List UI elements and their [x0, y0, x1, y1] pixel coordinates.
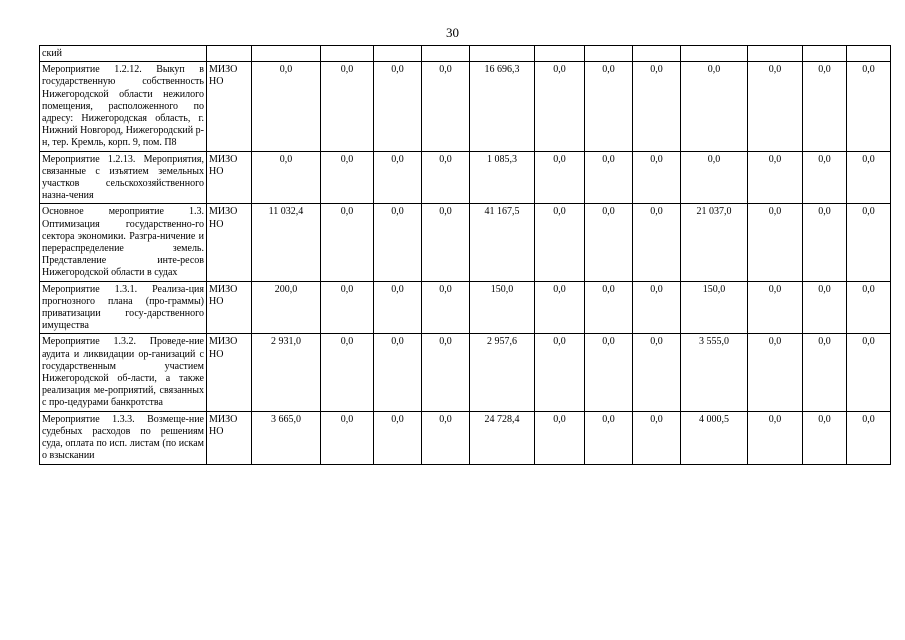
- value-cell: 11 032,4: [252, 204, 321, 281]
- executor-cell: МИЗО НО: [207, 62, 252, 151]
- value-cell: 0,0: [422, 204, 470, 281]
- value-cell: 0,0: [585, 411, 633, 464]
- value-cell: 0,0: [321, 62, 374, 151]
- value-cell: 0,0: [847, 204, 891, 281]
- value-cell: 0,0: [585, 151, 633, 204]
- table-body: [40, 46, 891, 465]
- value-cell: 0,0: [422, 411, 470, 464]
- value-cell: 0,0: [847, 151, 891, 204]
- value-cell: [535, 46, 585, 62]
- value-cell: [422, 46, 470, 62]
- value-cell: 24 728,4: [470, 411, 535, 464]
- value-cell: 0,0: [803, 62, 847, 151]
- value-cell: 0,0: [803, 334, 847, 411]
- value-cell: 0,0: [374, 151, 422, 204]
- value-cell: 0,0: [374, 204, 422, 281]
- value-cell: 200,0: [252, 281, 321, 334]
- executor-cell: МИЗО НО: [207, 411, 252, 464]
- value-cell: 0,0: [748, 62, 803, 151]
- activity-name-cell: Основное мероприятие 1.3. Оптимизация государственно-го сектора экономики. Разгра-ничение и перераспределение земель. Представление инте-ресов Нижегородской области в судах: [40, 204, 207, 281]
- table-row: [40, 204, 891, 281]
- table-row: [40, 281, 891, 334]
- value-cell: 0,0: [803, 281, 847, 334]
- value-cell: 41 167,5: [470, 204, 535, 281]
- activity-name-cell: Мероприятие 1.3.2. Проведе-ние аудита и ликвидации ор-ганизаций с государственным участием Нижегородской об-ласти, а также реализация ме-роприятий, связанных с про-цедурами банкротства: [40, 334, 207, 411]
- value-cell: 0,0: [633, 151, 681, 204]
- value-cell: 0,0: [847, 62, 891, 151]
- value-cell: [585, 46, 633, 62]
- value-cell: 0,0: [633, 411, 681, 464]
- value-cell: 0,0: [321, 281, 374, 334]
- value-cell: 0,0: [374, 411, 422, 464]
- value-cell: 0,0: [847, 411, 891, 464]
- value-cell: 0,0: [252, 151, 321, 204]
- value-cell: 0,0: [535, 204, 585, 281]
- value-cell: 0,0: [585, 62, 633, 151]
- value-cell: 0,0: [633, 204, 681, 281]
- value-cell: 0,0: [321, 204, 374, 281]
- value-cell: 0,0: [422, 151, 470, 204]
- value-cell: 1 085,3: [470, 151, 535, 204]
- value-cell: 0,0: [535, 411, 585, 464]
- value-cell: 0,0: [422, 281, 470, 334]
- value-cell: 0,0: [748, 411, 803, 464]
- value-cell: 0,0: [681, 151, 748, 204]
- value-cell: 0,0: [374, 281, 422, 334]
- value-cell: [321, 46, 374, 62]
- activity-name-cell: Мероприятие 1.3.1. Реализа-ция прогнозного плана (про-граммы) приватизации госу-дарственного имущества: [40, 281, 207, 334]
- executor-cell: МИЗО НО: [207, 334, 252, 411]
- table-row: [40, 151, 891, 204]
- value-cell: [847, 46, 891, 62]
- value-cell: 0,0: [803, 204, 847, 281]
- value-cell: 0,0: [252, 62, 321, 151]
- value-cell: 0,0: [374, 62, 422, 151]
- value-cell: 0,0: [535, 281, 585, 334]
- value-cell: 0,0: [321, 151, 374, 204]
- table-row: [40, 411, 891, 464]
- value-cell: 0,0: [585, 334, 633, 411]
- value-cell: 0,0: [535, 151, 585, 204]
- value-cell: 3 555,0: [681, 334, 748, 411]
- value-cell: 2 931,0: [252, 334, 321, 411]
- value-cell: 0,0: [748, 151, 803, 204]
- value-cell: 16 696,3: [470, 62, 535, 151]
- value-cell: [633, 46, 681, 62]
- value-cell: [374, 46, 422, 62]
- value-cell: 0,0: [585, 281, 633, 334]
- value-cell: 150,0: [470, 281, 535, 334]
- budget-table: [39, 45, 891, 465]
- value-cell: [681, 46, 748, 62]
- value-cell: [803, 46, 847, 62]
- value-cell: 0,0: [748, 281, 803, 334]
- table-row: [40, 334, 891, 411]
- value-cell: 0,0: [422, 62, 470, 151]
- executor-cell: МИЗО НО: [207, 204, 252, 281]
- value-cell: 0,0: [803, 151, 847, 204]
- activity-name-cell: Мероприятие 1.2.13. Мероприятия, связанные с изъятием земельных участков сельскохозяйственного назна-чения: [40, 151, 207, 204]
- value-cell: 0,0: [748, 334, 803, 411]
- value-cell: 0,0: [374, 334, 422, 411]
- table-row: [40, 46, 891, 62]
- value-cell: 2 957,6: [470, 334, 535, 411]
- value-cell: 0,0: [748, 204, 803, 281]
- value-cell: 0,0: [585, 204, 633, 281]
- value-cell: 0,0: [535, 334, 585, 411]
- value-cell: 0,0: [847, 281, 891, 334]
- executor-cell: МИЗО НО: [207, 281, 252, 334]
- value-cell: 0,0: [681, 62, 748, 151]
- value-cell: 150,0: [681, 281, 748, 334]
- table-row: [40, 62, 891, 151]
- value-cell: 4 000,5: [681, 411, 748, 464]
- activity-name-cell: Мероприятие 1.3.3. Возмеще-ние судебных расходов по решениям суда, оплата по исп. листам (по искам о взыскании: [40, 411, 207, 464]
- page-number: 30: [446, 25, 459, 40]
- value-cell: 0,0: [535, 62, 585, 151]
- value-cell: 0,0: [633, 62, 681, 151]
- value-cell: 0,0: [321, 411, 374, 464]
- executor-cell: МИЗО НО: [207, 151, 252, 204]
- executor-cell: [207, 46, 252, 62]
- value-cell: 21 037,0: [681, 204, 748, 281]
- value-cell: [252, 46, 321, 62]
- value-cell: 0,0: [847, 334, 891, 411]
- value-cell: 0,0: [633, 334, 681, 411]
- value-cell: 0,0: [633, 281, 681, 334]
- value-cell: 0,0: [803, 411, 847, 464]
- value-cell: 3 665,0: [252, 411, 321, 464]
- value-cell: [748, 46, 803, 62]
- activity-name-cell: ский: [40, 46, 207, 62]
- value-cell: [470, 46, 535, 62]
- value-cell: 0,0: [321, 334, 374, 411]
- activity-name-cell: Мероприятие 1.2.12. Выкуп в государственную собственность Нижегородской области нежилого помещения, расположенного по адресу: Нижегородская область, г. Нижний Новгород, Нижегородский р-н, тер. Кремль, корп. 9, пом. П8: [40, 62, 207, 151]
- value-cell: 0,0: [422, 334, 470, 411]
